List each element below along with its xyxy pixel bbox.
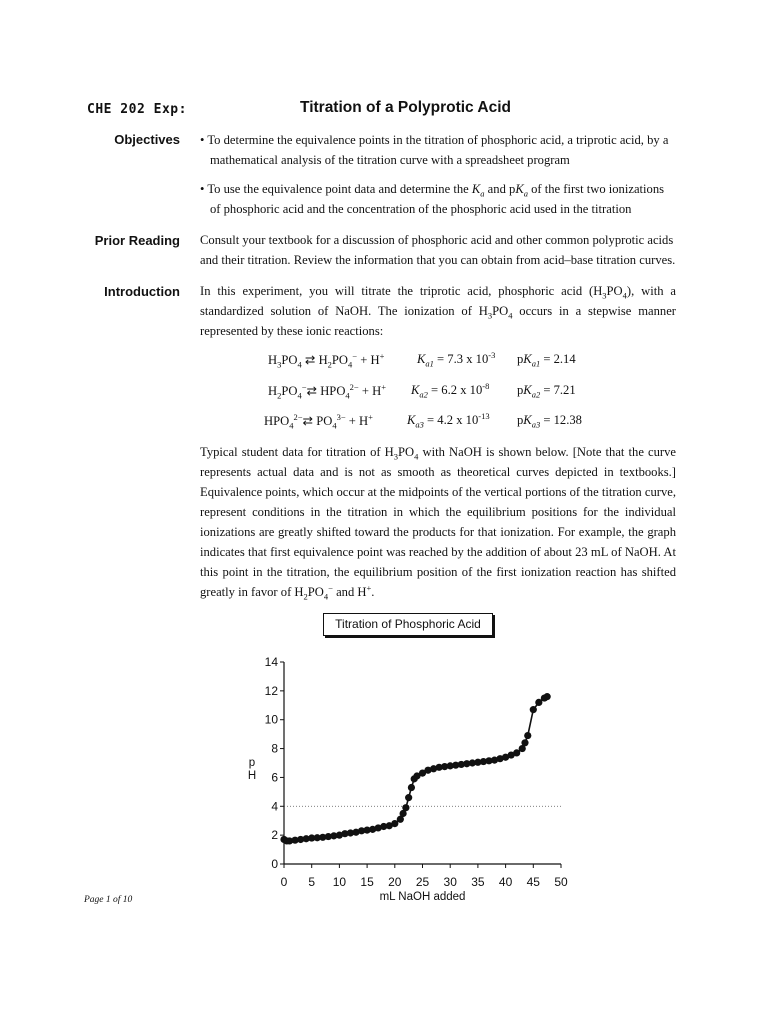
pka1-value: = 2.14 [540, 352, 576, 366]
ka1-value: = 7.3 x 10 [433, 352, 489, 366]
titration-chart [0, 640, 768, 910]
chart-title: Titration of Phosphoric Acid [323, 613, 493, 636]
ka3-value: = 4.2 x 10 [423, 413, 479, 427]
page-footer: Page 1 of 10 [84, 895, 133, 905]
data-point [402, 804, 409, 811]
y-tick-label: 8 [271, 741, 278, 756]
data-point [530, 706, 537, 713]
ka1-exponent: -3 [488, 349, 496, 360]
x-tick-label: 40 [498, 875, 513, 889]
objective-2-text-b: and p [484, 182, 516, 196]
x-axis-label: mL NaOH added [379, 891, 466, 903]
equation-1-ka: $K_{a1} = 7.3$ x $10^{-3}$ [417, 349, 496, 369]
introduction-heading: Introduction [104, 284, 180, 299]
data-point [521, 739, 528, 746]
x-tick-label: 10 [332, 875, 347, 889]
equation-3-pka: $pK_{a3} = 12.38$ [517, 413, 582, 430]
intro-p1-c: ), with a standardized solution of NaOH. The ionization of H [200, 284, 676, 318]
objective-1 [200, 130, 676, 170]
intro-p2-c: with NaOH is shown below. [Note that the curve represents actual data and is not as smooth as theoretical curves depicted in textbooks.] Equivalence points, which occur at the midpoints of the vertical portions of the titration curve, represent conditions in the titration in which the equilibrium positions for the individual ionizations are greatly shifted toward the products for that ionization. For example, the graph indicates that first equivalence point was reached by the addition of about 23 mL of NaOH. At this point in the titration, the equilibrium position of the first ionization reaction has shifted greatly in favor of H [200, 445, 676, 599]
objective-2 [200, 179, 676, 219]
intro-p2-e: and H [332, 585, 367, 599]
equation-1: $H_3PO_4$ ⇄ $H_2PO_4^- + H^+$ [268, 350, 385, 370]
intro-p2-a: Typical student data for titration of H [200, 445, 394, 459]
objective-2-line2: of phosphoric acid and the concentration of the phosphoric acid used in the titration [210, 202, 632, 216]
data-point [405, 794, 412, 801]
objective-2-text-c: of the first two ionizations [527, 182, 665, 196]
y-tick-label: 12 [264, 683, 278, 698]
intro-p1-a: In this experiment, you will titrate the triprotic acid, phosphoric acid (H [200, 284, 603, 298]
y-tick-label: 14 [264, 655, 278, 669]
objective-1-line1: • To determine the equivalence points in the titration of phosphoric acid, a triprotic acid, by a [200, 133, 669, 147]
x-tick-label: 45 [526, 875, 540, 889]
intro-paragraph-1: In this experiment, you will titrate the triprotic acid, phosphoric acid $(H_3PO_4)$, with a standardized solution of NaOH. The ionization of $H_3PO_4$ occurs in a stepwise manner represented by these ionic reactions: [200, 284, 676, 338]
intro-p2-b: PO [398, 445, 415, 459]
y-tick-label: 4 [271, 799, 278, 814]
equation-3-ka: $K_{a3} = 4.2$ x $10^{-13}$ [407, 410, 490, 430]
equation-2: $H_2PO_4^-⇄$ $HPO_4^{2-} + H^+$ [268, 381, 387, 401]
equation-2-pka: $pK_{a2} = 7.21$ [517, 383, 576, 400]
intro-p1-d: PO [492, 304, 509, 318]
objective-2-text-a: • To use the equivalence point data and determine the [200, 182, 472, 196]
pka3-value: = 12.38 [540, 413, 582, 427]
x-tick-label: 25 [415, 875, 430, 889]
x-tick-label: 30 [443, 875, 457, 889]
intro-paragraph-2: Typical student data for titration of $H_3PO_4$ with NaOH is shown below. [Note that the curve represents actual data and is not as smooth as theoretical curves depicted in textbooks.] Equivalence points, which occur at the midpoints of the vertical portions of the titration curve, represent conditions in the titration in which the equilibrium positions for the individual ionizations are greatly shifted toward the products for that ionization. For example, the graph indicates that first equivalence point was reached by the addition of about 23 mL of NaOH. At this point in the titration, the equilibrium position of the first ionization reaction has shifted greatly in favor of $H_2PO_4^-$ and H+. [200, 445, 676, 602]
prior-reading-heading: Prior Reading [94, 233, 180, 248]
pka2-value: = 7.21 [540, 383, 576, 397]
ka2-value: = 6.2 x 10 [427, 383, 483, 397]
equation-3: $HPO_4^{2-}⇄$ $PO_4^{3-} + H^+$ [264, 411, 373, 431]
x-tick-label: 0 [280, 875, 288, 889]
x-tick-label: 5 [308, 875, 316, 889]
series-line [284, 697, 547, 841]
course-label: CHE 202 Exp: [87, 102, 187, 117]
x-tick-label: 35 [471, 875, 485, 889]
equation-1-pka: $pK_{a1} = 2.14$ [517, 352, 576, 369]
data-point [408, 784, 415, 791]
y-axis-label-char: H [247, 770, 257, 782]
y-tick-label: 0 [271, 857, 278, 871]
y-axis-label-char: p [248, 757, 256, 769]
x-tick-label: 15 [360, 875, 374, 889]
prior-reading-text: Consult your textbook for a discussion of phosphoric acid and other common polyprotic acids and their titration. Review the information that you can obtain from acid–base titration curves. [200, 233, 676, 267]
objective-2-line1: • To use the equivalence point data and determine the $K_a$ and $pK_a$ of the first two ionizations [200, 182, 665, 199]
ka2-exponent: -8 [482, 380, 490, 391]
y-tick-label: 6 [271, 770, 278, 785]
intro-p2-f: . [371, 585, 375, 599]
objective-1-line2: mathematical analysis of the titration curve with a spreadsheet program [210, 153, 570, 167]
intro-p2-d: PO [307, 585, 324, 599]
x-tick-label: 20 [388, 875, 402, 889]
y-tick-label: 2 [271, 828, 278, 843]
intro-p1-b: PO [606, 284, 623, 298]
intro-p1-e: occurs in a stepwise manner represented by these ionic reactions: [200, 304, 676, 338]
data-point [524, 732, 531, 739]
equation-2-ka: $K_{a2} = 6.2$ x $10^{-8}$ [411, 380, 490, 400]
page-title: Titration of a Polyprotic Acid [300, 99, 511, 116]
data-point [544, 693, 551, 700]
x-tick-label: 50 [554, 875, 568, 889]
objectives-heading: Objectives [114, 132, 180, 147]
y-tick-label: 10 [264, 712, 278, 727]
ka3-exponent: -13 [478, 410, 490, 421]
